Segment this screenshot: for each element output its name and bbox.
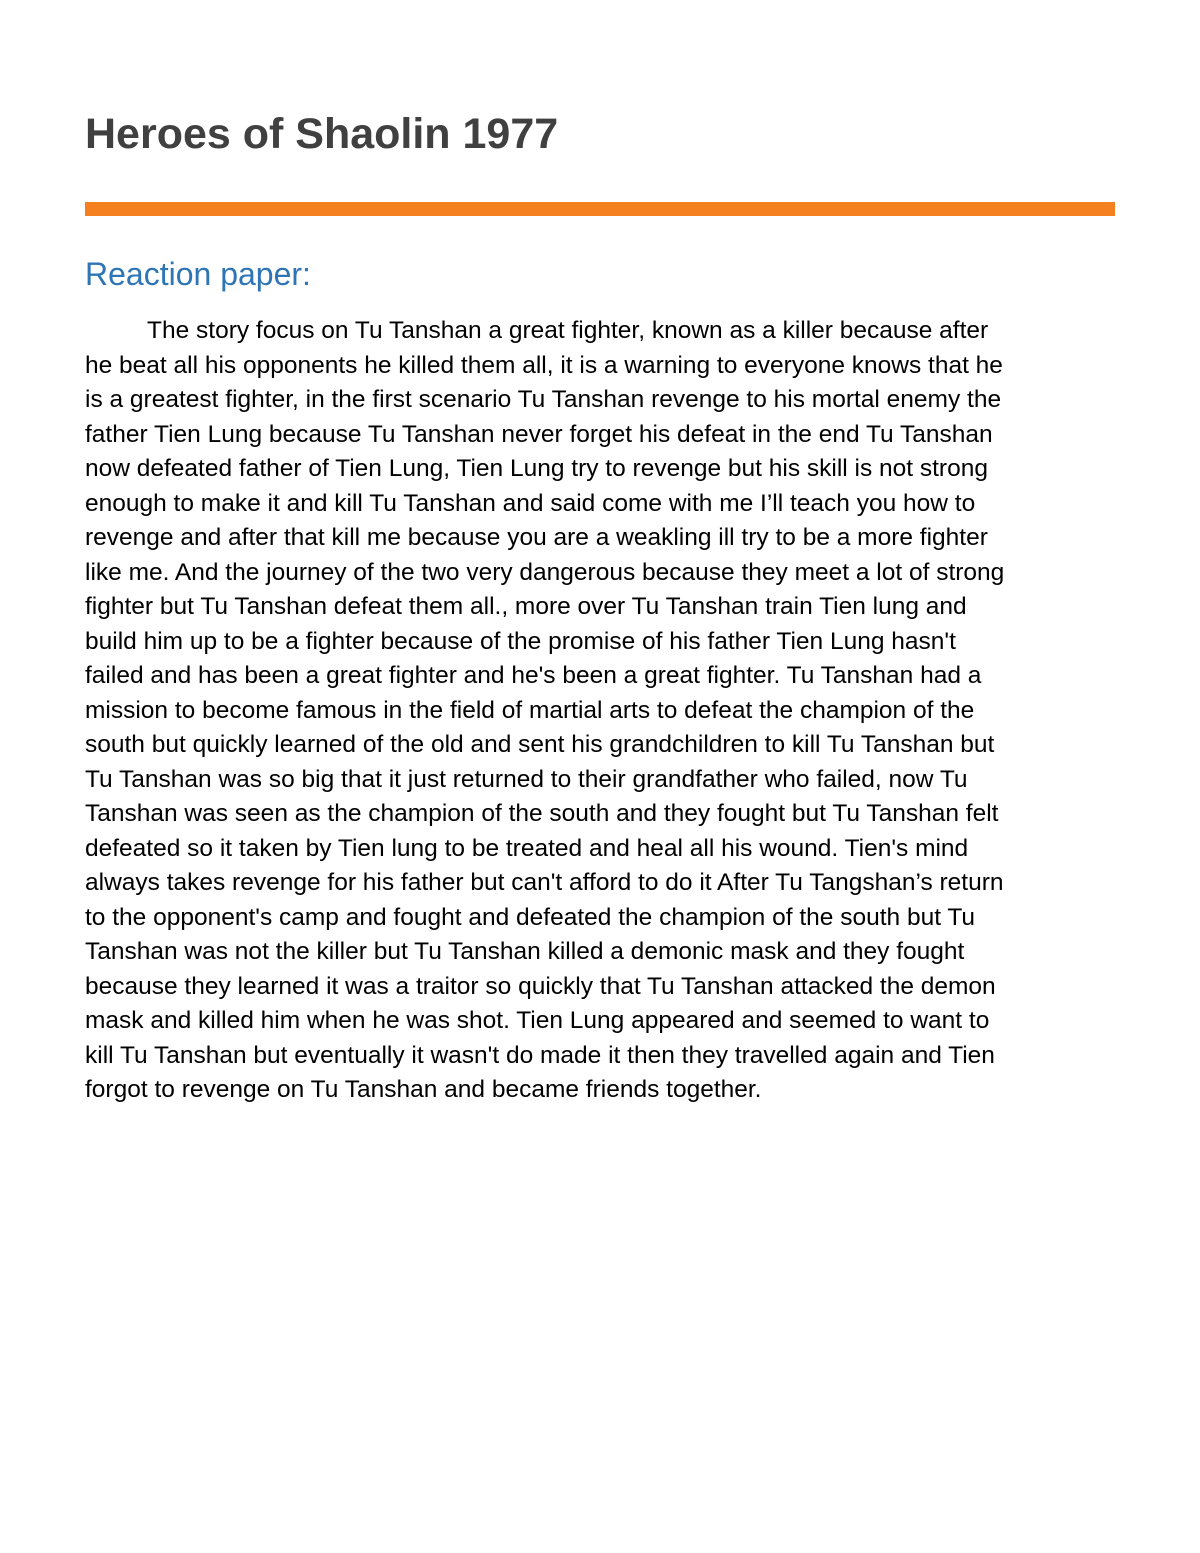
paragraph-line: fighter but Tu Tanshan defeat them all., more over Tu Tanshan train Tien lung and <box>85 593 967 620</box>
paragraph-line: he beat all his opponents he killed them all, it is a warning to everyone knows that he <box>85 351 1003 379</box>
paragraph-line: to the opponent's camp and fought and defeated the champion of the south but Tu <box>85 903 976 931</box>
paragraph-line: south but quickly learned of the old and sent his grandchildren to kill Tu Tanshan but <box>85 731 995 758</box>
paragraph-line: The story focus on Tu Tanshan a great fighter, known as a killer because after <box>147 317 989 344</box>
title-divider <box>85 202 1115 216</box>
document-title: Heroes of Shaolin 1977 <box>85 110 559 158</box>
body-paragraph <box>85 314 1125 1108</box>
paragraph-line: because they learned it was a traitor so quickly that Tu Tanshan attacked the demon <box>85 972 996 1000</box>
section-heading: Reaction paper: <box>85 256 311 292</box>
paragraph-line: Tanshan was not the killer but Tu Tanshan killed a demonic mask and they fought <box>85 938 965 965</box>
paragraph-line: Tanshan was seen as the champion of the south and they fought but Tu Tanshan felt <box>85 800 999 827</box>
paragraph-line: kill Tu Tanshan but eventually it wasn't do made it then they travelled again and Tien <box>85 1041 995 1069</box>
paragraph-line: revenge and after that kill me because you are a weakling ill try to be a more fighter <box>85 524 988 551</box>
paragraph-line: father Tien Lung because Tu Tanshan never forget his defeat in the end Tu Tanshan <box>85 420 993 448</box>
paragraph-line: failed and has been a great fighter and he's been a great fighter. Tu Tanshan had a <box>85 662 982 689</box>
paragraph-line: forgot to revenge on Tu Tanshan and became friends together. <box>85 1076 762 1103</box>
paragraph-line: like me. And the journey of the two very dangerous because they meet a lot of strong <box>85 558 1005 586</box>
paragraph-line: Tu Tanshan was so big that it just returned to their grandfather who failed, now Tu <box>85 765 968 793</box>
paragraph-line: now defeated father of Tien Lung, Tien Lung try to revenge but his skill is not strong <box>85 455 988 482</box>
paragraph-line: build him up to be a fighter because of the promise of his father Tien Lung hasn't <box>85 627 956 655</box>
paragraph-line: mission to become famous in the field of martial arts to defeat the champion of the <box>85 696 975 724</box>
paragraph-line: mask and killed him when he was shot. Tien Lung appeared and seemed to want to <box>85 1007 990 1034</box>
paragraph-line: always takes revenge for his father but can't afford to do it After Tu Tangshan’s return <box>85 869 1004 896</box>
paragraph-line: defeated so it taken by Tien lung to be treated and heal all his wound. Tien's mind <box>85 834 969 862</box>
paragraph-line: is a greatest fighter, in the first scenario Tu Tanshan revenge to his mortal enemy the <box>85 386 1002 413</box>
paragraph-line: enough to make it and kill Tu Tanshan and said come with me I’ll teach you how to <box>85 489 976 517</box>
